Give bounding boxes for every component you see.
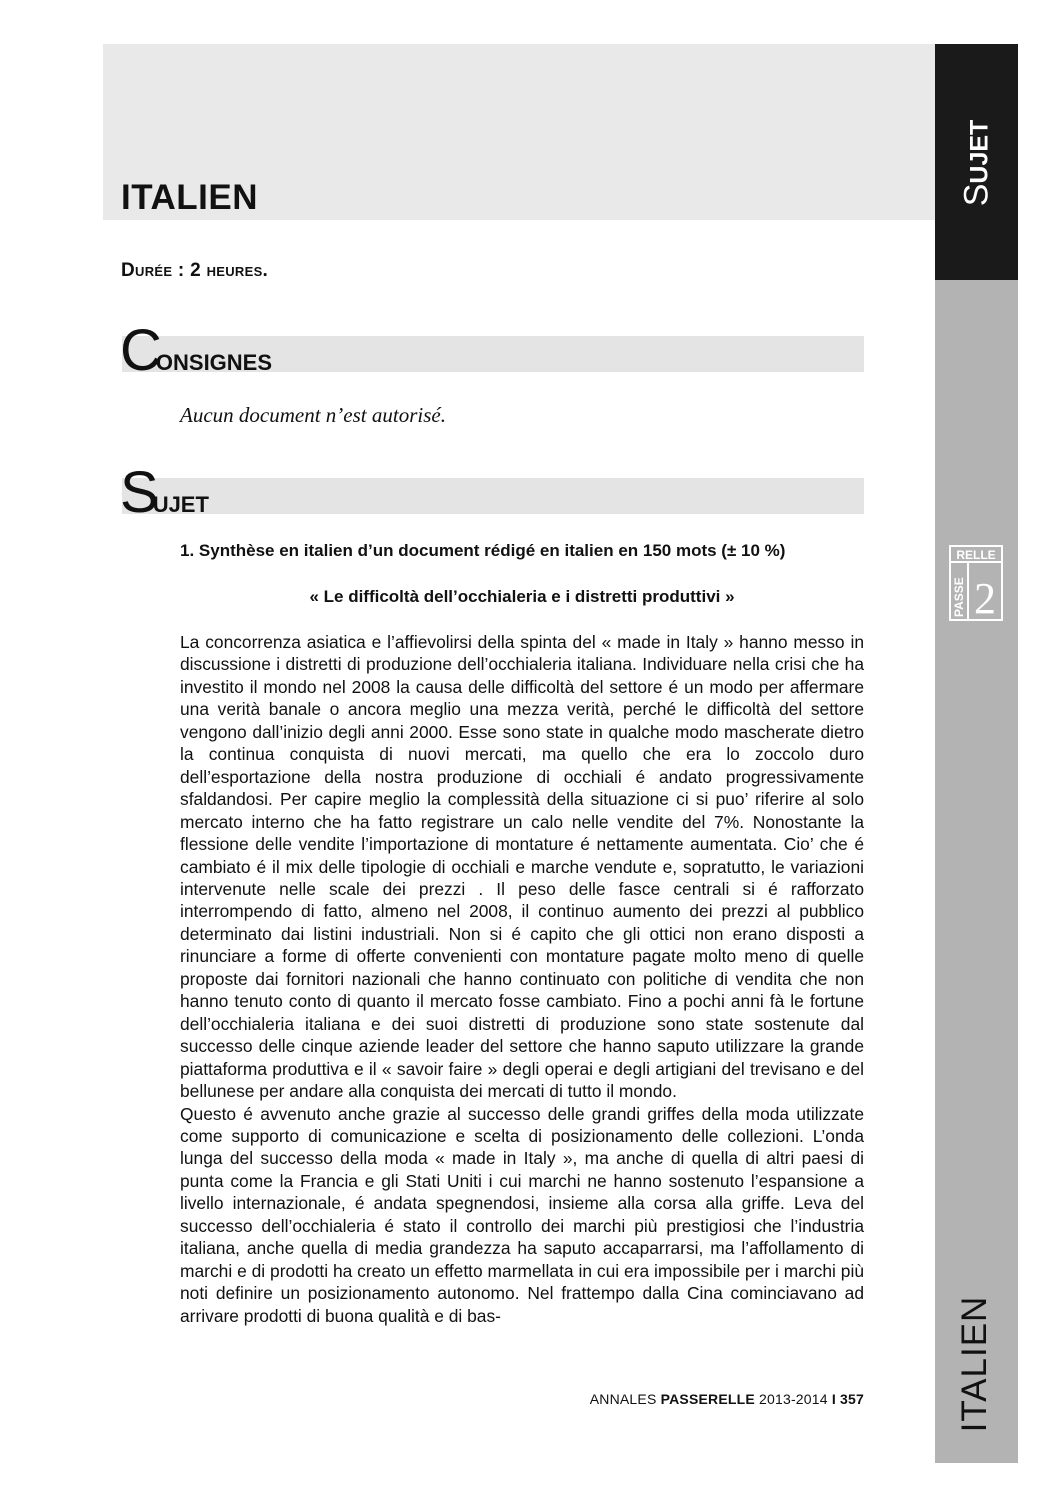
consignes-text: Aucun document n’est autorisé.	[180, 403, 446, 427]
question-title: 1. Synthèse en italien d’un document rédigé en italien en 150 mots (± 10 %)	[180, 541, 786, 560]
footer-prefix: ANNALES	[589, 1391, 661, 1407]
consignes-heading	[120, 318, 273, 383]
page-title: ITALIEN	[121, 178, 259, 217]
footer-brand: PASSERELLE	[660, 1391, 755, 1407]
footer-separator: I	[831, 1391, 836, 1407]
side-tab-italien: ITALIEN	[955, 1295, 994, 1433]
sujet-initial: S	[120, 460, 159, 525]
document-title: « Le difficoltà dell’occhialeria e i distretti produttivi »	[309, 587, 735, 606]
sujet-rest: UJET	[152, 492, 209, 517]
page-footer	[590, 1391, 864, 1407]
document-body	[180, 631, 864, 1327]
sujet-bar	[122, 478, 864, 514]
duration-label: Durée : 2 heures.	[121, 260, 269, 281]
logo-number: 2	[974, 574, 996, 621]
side-tab-sujet-initial: S	[957, 183, 996, 207]
passerelle-2-logo-icon	[949, 545, 1003, 621]
side-tab-gray	[935, 280, 1018, 1463]
sujet-heading	[120, 460, 209, 525]
footer-year: 2013-2014	[754, 1391, 832, 1407]
side-tab-sujet	[958, 120, 997, 207]
paragraph: La concorrenza asiatica e l’affievolirsi della spinta del « made in Italy » hanno messo in discussione i distretti di produzione dell’occhialeria italiana. Individuare nella crisi che ha investito il mondo nel 2008 la causa delle difficoltà del settore é un modo per affermare una verità banale o ancora meglio una mezza verità, perché le difficoltà del settore vengono dall’inizio degli anni 2000. Esse sono state in qualche modo mascherate dietro la continua conquista di nuovi mercati, ma quello che era lo zoccolo duro dell’esportazione della nostra produzione di occhiali é andato progressivamente sfaldandosi. Per capire meglio la complessità della situazione ci si puo’ riferire al solo mercato interno che ha fatto registrare un calo nelle vendite del 7%. Nonostante la flessione delle vendite l’importazione di montature é nettamente aumentata. Cio’ che é cambiato é il mix delle tipologie di occhiali e marche vendute e, sopratutto, le variazioni intervenute nelle scale dei prezzi . Il peso delle fasce centrali si é rafforzato interrompendo di fatto, almeno nel 2008, il continuo aumento dei prezzi al pubblico determinato dai listini industriali. Non si é capito che gli ottici non erano disposti a rinunciare a forme di offerte convenienti con montature pagate molto meno di quelle proposte dai fornitori nazionali che hanno continuato con politiche di vendita che non hanno tenuto conto di quanto il mercato fosse cambiato. Fino a pochi anni fà le fortune dell’occhialeria italiana e dei suoi distretti di produzione sono state sostenute dal successo delle cinque aziende leader del settore che hanno saputo utilizzare la grande piattaforma produttiva e il « savoir faire » degli operai e degli artigiani del trevisano e del bellunese per andare alla conquista dei mercati di tutto il mondo.	[180, 632, 864, 1102]
page-number: 357	[840, 1391, 864, 1407]
side-tab-sujet-rest: UJET	[965, 119, 994, 184]
consignes-rest: ONSIGNES	[155, 350, 273, 375]
paragraph: Questo é avvenuto anche grazie al successo delle grandi griffes della moda utilizzate come supporto di comunicazione e scelta di posizionamento delle collezioni. L’onda lunga del successo della moda « made in Italy », ma anche di quella di altri paesi di punta come la Francia e gli Stati Uniti i cui marchi ne hanno sostenuto l’espansione a livello internazionale, é andata spegnendosi, insieme alla corsa alla griffe. Leva del successo dell’occhialeria é stato il controllo dei marchi più prestigiosi che l’industria italiana, anche quella di media grandezza ha saputo accaparrarsi, ma l’affollamento di marchi e di prodotti ha creato un effetto marmellata in cui era impossibile per i marchi più noti definire un posizionamento autonomo. Nel frattempo dalla Cina cominciavano ad arrivare prodotti di buona qualità e di bas-	[180, 1103, 864, 1326]
logo-top-text: RELLE	[956, 548, 996, 562]
logo-side-text: PASSE	[952, 577, 966, 617]
consignes-initial: C	[120, 318, 162, 383]
